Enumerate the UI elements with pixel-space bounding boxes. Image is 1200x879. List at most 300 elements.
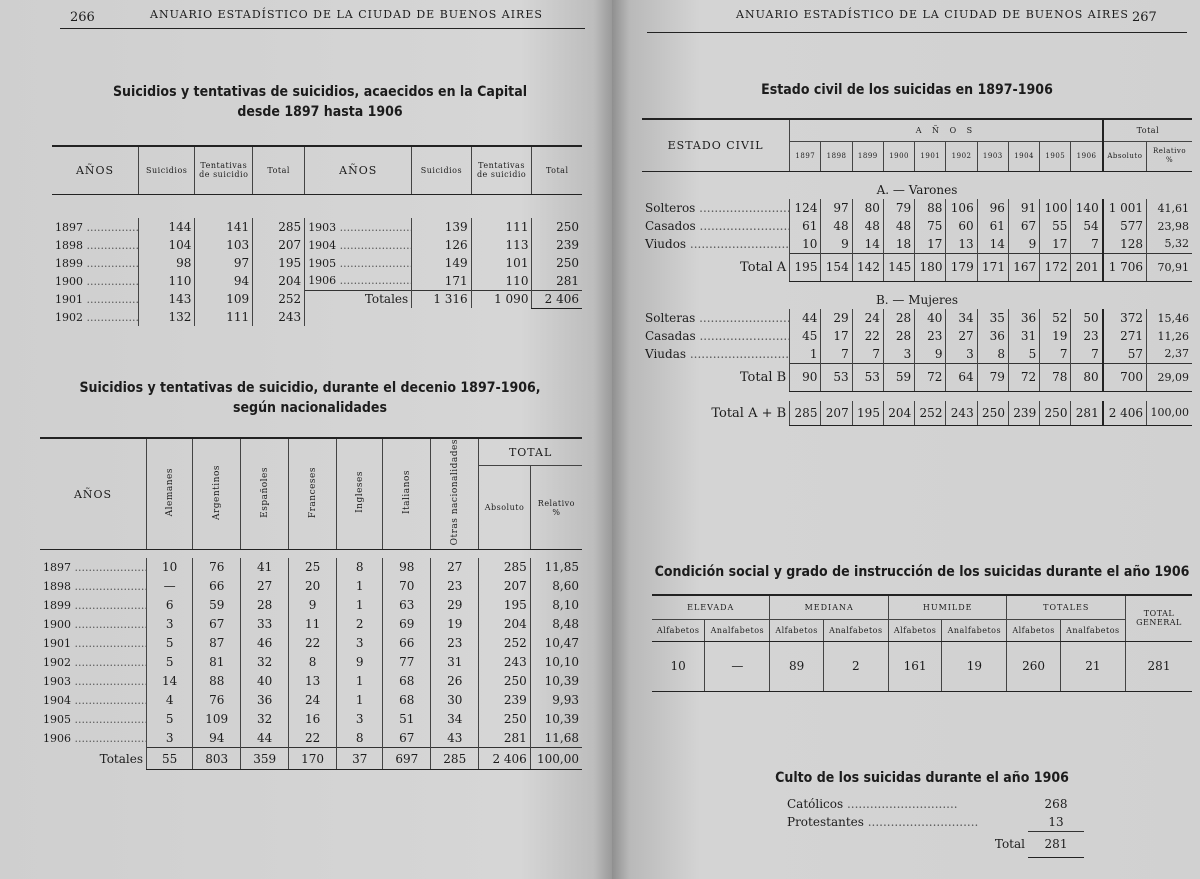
year-cell: 1902 ..... xyxy=(52,308,139,326)
value-cell: 24 xyxy=(289,691,337,710)
table-row xyxy=(40,672,582,691)
value-cell: 43 xyxy=(431,729,479,748)
absolute-cell: 250 xyxy=(479,710,531,729)
running-head-right: ANUARIO ESTADÍSTICO DE LA CIUDAD DE BUENOS AIRES xyxy=(736,8,1129,21)
grand-total-value: 204 xyxy=(883,401,914,425)
table-row xyxy=(52,308,582,326)
relative-cell: 11,85 xyxy=(530,558,582,577)
nationality-label: Otras nacionalidades xyxy=(449,439,460,546)
year-cell: 1899 ..... xyxy=(40,596,147,615)
value-cell: 66 xyxy=(193,577,241,596)
page-number-right: 267 xyxy=(1132,10,1157,25)
col-absolute: Absoluto xyxy=(479,466,531,550)
year-header: 1905 xyxy=(1040,141,1071,171)
total-cell: 252 xyxy=(253,290,305,308)
grand-total-value: 207 xyxy=(821,401,852,425)
attempts-cell: 109 xyxy=(195,290,253,308)
year-cell: 1901 ..... xyxy=(40,634,147,653)
sub-header-analfabetos: Analfabetos xyxy=(942,619,1007,641)
table-row xyxy=(652,641,1192,691)
header-row xyxy=(40,438,582,466)
header-rule xyxy=(60,28,585,29)
grand-total-value: 250 xyxy=(1040,401,1071,425)
col-total: Total xyxy=(1103,119,1192,141)
value-cell: 8 xyxy=(337,558,383,577)
grand-total-value: 239 xyxy=(1008,401,1039,425)
year-header: 1901 xyxy=(915,141,946,171)
value-cell: 106 xyxy=(946,199,977,217)
value-cell: 76 xyxy=(193,558,241,577)
value-cell: 8 xyxy=(289,653,337,672)
value-cell: 34 xyxy=(431,710,479,729)
value-cell: 88 xyxy=(915,199,946,217)
totals-value: 359 xyxy=(241,748,289,770)
suicides-cell: 143 xyxy=(139,290,195,308)
value-cell: 35 xyxy=(977,309,1008,327)
absolute-cell: 128 xyxy=(1103,235,1147,253)
value-cell: 96 xyxy=(977,199,1008,217)
value-cell: 27 xyxy=(946,327,977,345)
col-estado: ESTADO CIVIL xyxy=(642,119,790,171)
attempts-cell: 101 xyxy=(471,254,532,272)
value-cell: 13 xyxy=(946,235,977,253)
year-cell: 1905 ..... xyxy=(305,254,412,272)
year-header: 1897 xyxy=(790,141,821,171)
table1-title-line2: desde 1897 hasta 1906 xyxy=(237,104,403,120)
col-years: AÑOS xyxy=(52,146,139,194)
value-cell: 10 xyxy=(147,558,193,577)
section-heading-row xyxy=(642,171,1192,199)
table-row xyxy=(642,327,1192,345)
table2-title-line2: según nacionalidades xyxy=(233,400,387,416)
varones-heading: A. — Varones xyxy=(876,183,958,198)
totals-value: 37 xyxy=(337,748,383,770)
nationality-label: Ingleses xyxy=(354,471,365,514)
total-cell: 281 xyxy=(532,272,582,290)
table4-body xyxy=(652,595,1192,691)
sub-header-analfabetos: Analfabetos xyxy=(1060,619,1125,641)
col-relative: Relativo % xyxy=(530,466,582,550)
totals-value: 55 xyxy=(147,748,193,770)
value-cell: 89 xyxy=(770,641,823,691)
table-social-condition xyxy=(652,594,1192,692)
status-label: Casadas ..... xyxy=(642,327,790,345)
absolute-cell: 243 xyxy=(479,653,531,672)
absolute-cell: 195 xyxy=(479,596,531,615)
total-general-header: TOTAL GENERAL xyxy=(1126,595,1193,641)
grand-total-value: 243 xyxy=(946,401,977,425)
total-cell: 250 xyxy=(532,254,582,272)
value-cell: 3 xyxy=(337,710,383,729)
year-cell: 1898 ..... xyxy=(40,577,147,596)
value-cell: 9 xyxy=(821,235,852,253)
table-suicides-by-year xyxy=(52,145,582,326)
table3-body xyxy=(642,171,1192,425)
relative-cell: 10,47 xyxy=(530,634,582,653)
value-cell: 281 xyxy=(1126,641,1193,691)
status-label: Solteras ..... xyxy=(642,309,790,327)
grand-total-absolute: 2 406 xyxy=(1103,401,1147,425)
value-cell: 3 xyxy=(337,634,383,653)
section-total-value: 80 xyxy=(1071,363,1103,391)
total-cell: 207 xyxy=(253,236,305,254)
year-cell: 1904 ..... xyxy=(305,236,412,254)
value-cell: 48 xyxy=(821,217,852,235)
value-cell: 31 xyxy=(431,653,479,672)
year-cell: 1900 ..... xyxy=(52,272,139,290)
year-cell: 1897 ..... xyxy=(52,218,139,236)
grand-total-relative: 100,00 xyxy=(1147,401,1192,425)
value-cell: 31 xyxy=(1008,327,1039,345)
table2-title-line1: Suicidios y tentativas de suicidio, durante el decenio 1897-1906, xyxy=(79,380,541,396)
value-cell: 36 xyxy=(1008,309,1039,327)
col-total-b: Total xyxy=(532,146,582,194)
value-cell: 23 xyxy=(431,634,479,653)
year-cell: 1903 ..... xyxy=(305,218,412,236)
totals-relative: 100,00 xyxy=(530,748,582,770)
right-page xyxy=(612,0,1200,879)
section-total-value: 172 xyxy=(1040,253,1071,281)
col-attempts-b: Tentativas de suicidio xyxy=(471,146,532,194)
section-total-value: 171 xyxy=(977,253,1008,281)
section-total-value: 90 xyxy=(790,363,821,391)
table1-body xyxy=(52,218,582,326)
value-cell: 29 xyxy=(431,596,479,615)
section-total-value: 201 xyxy=(1071,253,1103,281)
attempts-cell: 141 xyxy=(195,218,253,236)
absolute-cell: 204 xyxy=(479,615,531,634)
attempts-cell: 113 xyxy=(471,236,532,254)
nationality-label: Italianos xyxy=(401,470,412,515)
value-cell: 1 xyxy=(337,672,383,691)
value-cell: 70 xyxy=(383,577,431,596)
value-cell: 3 xyxy=(147,729,193,748)
table-row xyxy=(642,309,1192,327)
value-cell: 3 xyxy=(147,615,193,634)
relative-cell: 8,10 xyxy=(530,596,582,615)
grand-total-row xyxy=(642,401,1192,425)
table-row xyxy=(642,345,1192,363)
table-row xyxy=(642,217,1192,235)
relative-cell: 10,39 xyxy=(530,672,582,691)
value-cell: 45 xyxy=(790,327,821,345)
value-cell: 7 xyxy=(1071,345,1103,363)
religion-total-label: Total xyxy=(994,837,1025,851)
col-years-b: AÑOS xyxy=(305,146,412,194)
value-cell: 2 xyxy=(337,615,383,634)
section-total-value: 59 xyxy=(883,363,914,391)
relative-cell: 10,39 xyxy=(530,710,582,729)
sub-header-alfabetos: Alfabetos xyxy=(770,619,823,641)
absolute-cell: 239 xyxy=(479,691,531,710)
religion-total-value: 281 xyxy=(1028,831,1084,857)
col-nationality xyxy=(241,438,289,550)
value-cell: 13 xyxy=(289,672,337,691)
value-cell: 27 xyxy=(431,558,479,577)
absolute-cell: 57 xyxy=(1103,345,1147,363)
sub-header-analfabetos: Analfabetos xyxy=(705,619,770,641)
suicides-cell: 98 xyxy=(139,254,195,272)
table-civil-status xyxy=(642,118,1192,426)
col-nationality xyxy=(289,438,337,550)
nationality-label: Franceses xyxy=(307,466,318,518)
section-total-absolute: 700 xyxy=(1103,363,1147,391)
value-cell: 67 xyxy=(193,615,241,634)
col-attempts: Tentativas de suicidio xyxy=(195,146,253,194)
year-cell: 1897 ..... xyxy=(40,558,147,577)
value-cell: 19 xyxy=(431,615,479,634)
suicides-cell: 171 xyxy=(412,272,471,290)
empty-cell xyxy=(305,308,582,326)
header-rule-right xyxy=(647,32,1187,33)
value-cell: 75 xyxy=(915,217,946,235)
table2-title xyxy=(60,378,560,418)
nationality-label: Alemanes xyxy=(164,468,175,517)
relative-cell: 2,37 xyxy=(1147,345,1192,363)
table2-body xyxy=(40,550,582,770)
col-suicides: Suicidios xyxy=(139,146,195,194)
year-cell: 1906 ..... xyxy=(40,729,147,748)
value-cell: 2 xyxy=(823,641,888,691)
table2-head xyxy=(40,438,582,550)
section-total-value: 53 xyxy=(821,363,852,391)
value-cell: 40 xyxy=(915,309,946,327)
value-cell: 10 xyxy=(652,641,705,691)
value-cell: 66 xyxy=(383,634,431,653)
status-label: Casados ..... xyxy=(642,217,790,235)
attempts-cell: 110 xyxy=(471,272,532,290)
value-cell: 50 xyxy=(1071,309,1103,327)
value-cell: 22 xyxy=(289,634,337,653)
table-row xyxy=(40,615,582,634)
section-total-row xyxy=(642,253,1192,281)
value-cell: 30 xyxy=(431,691,479,710)
relative-cell: 8,48 xyxy=(530,615,582,634)
value-cell: 63 xyxy=(383,596,431,615)
table-religion xyxy=(784,795,1084,858)
value-cell: 6 xyxy=(147,596,193,615)
section-total-value: 64 xyxy=(946,363,977,391)
table-row xyxy=(52,218,582,236)
table3-title: Estado civil de los suicidas en 1897-1906 xyxy=(761,82,1053,98)
value-cell: 17 xyxy=(1040,235,1071,253)
section-total-value: 79 xyxy=(977,363,1008,391)
value-cell: 32 xyxy=(241,710,289,729)
col-nationality xyxy=(193,438,241,550)
value-cell: 9 xyxy=(915,345,946,363)
section-total-value: 53 xyxy=(852,363,883,391)
grand-total-value: 285 xyxy=(790,401,821,425)
value-cell: 61 xyxy=(790,217,821,235)
year-header: 1902 xyxy=(946,141,977,171)
relative-cell: 5,32 xyxy=(1147,235,1192,253)
nationality-label: Argentinos xyxy=(211,464,222,520)
section-heading-row xyxy=(642,281,1192,309)
value-cell: 161 xyxy=(888,641,941,691)
year-cell: 1903 ..... xyxy=(40,672,147,691)
value-cell: 61 xyxy=(977,217,1008,235)
section-total-row xyxy=(642,363,1192,391)
group-header: MEDIANA xyxy=(770,595,888,619)
value-cell: 23 xyxy=(915,327,946,345)
value-cell: 4 xyxy=(147,691,193,710)
section-total-value: 72 xyxy=(1008,363,1039,391)
table5-body xyxy=(784,795,1084,857)
nationality-label: Españoles xyxy=(259,466,270,518)
total-cell: 239 xyxy=(532,236,582,254)
grand-total-label: Total A + B xyxy=(711,405,787,421)
value-cell: 51 xyxy=(383,710,431,729)
table-row xyxy=(784,813,1084,831)
value-cell: 7 xyxy=(1040,345,1071,363)
total-cell: 285 xyxy=(253,218,305,236)
value-cell: 34 xyxy=(946,309,977,327)
value-cell: 22 xyxy=(852,327,883,345)
sub-header-alfabetos: Alfabetos xyxy=(1007,619,1060,641)
value-cell: 140 xyxy=(1071,199,1103,217)
value-cell: 81 xyxy=(193,653,241,672)
absolute-cell: 207 xyxy=(479,577,531,596)
value-cell: 69 xyxy=(383,615,431,634)
table1-title-line1: Suicidios y tentativas de suicidios, acaecidos en la Capital xyxy=(112,84,528,100)
relative-cell: 15,46 xyxy=(1147,309,1192,327)
religion-value: 13 xyxy=(1028,813,1084,831)
value-cell: 1 xyxy=(337,596,383,615)
value-cell: 5 xyxy=(147,710,193,729)
totals-row xyxy=(784,831,1084,857)
group-header: TOTALES xyxy=(1007,595,1126,619)
value-cell: 36 xyxy=(977,327,1008,345)
relative-cell: 9,93 xyxy=(530,691,582,710)
year-cell: 1900 ..... xyxy=(40,615,147,634)
section-total-value: 179 xyxy=(946,253,977,281)
value-cell: 28 xyxy=(241,596,289,615)
value-cell: 25 xyxy=(289,558,337,577)
value-cell: 94 xyxy=(193,729,241,748)
section-total-value: 195 xyxy=(790,253,821,281)
value-cell: 1 xyxy=(790,345,821,363)
relative-cell: 23,98 xyxy=(1147,217,1192,235)
year-header: 1898 xyxy=(821,141,852,171)
value-cell: 59 xyxy=(193,596,241,615)
totals-value: 285 xyxy=(431,748,479,770)
section-total-value: 180 xyxy=(915,253,946,281)
value-cell: 68 xyxy=(383,691,431,710)
year-header: 1903 xyxy=(977,141,1008,171)
mujeres-heading: B. — Mujeres xyxy=(875,293,959,308)
section-total-absolute: 1 706 xyxy=(1103,253,1147,281)
header-row xyxy=(642,119,1192,141)
value-cell: 52 xyxy=(1040,309,1071,327)
table-row xyxy=(52,236,582,254)
year-header: 1900 xyxy=(883,141,914,171)
value-cell: 16 xyxy=(289,710,337,729)
suicides-cell: 110 xyxy=(139,272,195,290)
totals-value: 697 xyxy=(383,748,431,770)
value-cell: 76 xyxy=(193,691,241,710)
table-row xyxy=(40,577,582,596)
value-cell: 40 xyxy=(241,672,289,691)
section-total-value: 154 xyxy=(821,253,852,281)
value-cell: — xyxy=(147,577,193,596)
value-cell: 100 xyxy=(1040,199,1071,217)
value-cell: 9 xyxy=(1008,235,1039,253)
value-cell: 98 xyxy=(383,558,431,577)
table3-head xyxy=(642,119,1192,171)
table5-title: Culto de los suicidas durante el año 1906 xyxy=(775,770,1069,786)
total-cell: 204 xyxy=(253,272,305,290)
value-cell: 3 xyxy=(883,345,914,363)
table-row xyxy=(40,710,582,729)
value-cell: 48 xyxy=(883,217,914,235)
value-cell: 87 xyxy=(193,634,241,653)
value-cell: 11 xyxy=(289,615,337,634)
totals-label: Totales xyxy=(305,290,412,308)
col-nationality xyxy=(431,438,479,550)
value-cell: 22 xyxy=(289,729,337,748)
value-cell: 21 xyxy=(1060,641,1125,691)
value-cell: 28 xyxy=(883,327,914,345)
absolute-cell: 252 xyxy=(479,634,531,653)
value-cell: 79 xyxy=(883,199,914,217)
value-cell: 109 xyxy=(193,710,241,729)
totals-attempts: 1 090 xyxy=(471,290,532,308)
value-cell: 18 xyxy=(883,235,914,253)
header-row xyxy=(652,619,1192,641)
value-cell: 10 xyxy=(790,235,821,253)
grand-total-value: 252 xyxy=(915,401,946,425)
relative-cell: 11,68 xyxy=(530,729,582,748)
col-total: TOTAL xyxy=(479,438,582,466)
value-cell: 1 xyxy=(337,577,383,596)
grand-total-value: 195 xyxy=(852,401,883,425)
col-nationality xyxy=(383,438,431,550)
value-cell: 3 xyxy=(946,345,977,363)
value-cell: 17 xyxy=(915,235,946,253)
value-cell: 19 xyxy=(1040,327,1071,345)
absolute-cell: 577 xyxy=(1103,217,1147,235)
table-row xyxy=(40,729,582,748)
year-cell: 1904 ..... xyxy=(40,691,147,710)
value-cell: 8 xyxy=(977,345,1008,363)
absolute-cell: 285 xyxy=(479,558,531,577)
value-cell: 7 xyxy=(821,345,852,363)
total-cell: 243 xyxy=(253,308,305,326)
year-cell: 1899 ..... xyxy=(52,254,139,272)
value-cell: 55 xyxy=(1040,217,1071,235)
value-cell: 97 xyxy=(821,199,852,217)
value-cell: 14 xyxy=(147,672,193,691)
value-cell: — xyxy=(705,641,770,691)
value-cell: 48 xyxy=(852,217,883,235)
attempts-cell: 111 xyxy=(471,218,532,236)
year-cell: 1902 ..... xyxy=(40,653,147,672)
value-cell: 60 xyxy=(946,217,977,235)
value-cell: 44 xyxy=(241,729,289,748)
sub-header-alfabetos: Alfabetos xyxy=(652,619,705,641)
value-cell: 5 xyxy=(147,634,193,653)
group-header: ELEVADA xyxy=(652,595,770,619)
table-row xyxy=(642,235,1192,253)
value-cell: 7 xyxy=(1071,235,1103,253)
religion-label: Protestantes ..... xyxy=(784,813,1028,831)
header-row xyxy=(652,595,1192,619)
value-cell: 41 xyxy=(241,558,289,577)
value-cell: 1 xyxy=(337,691,383,710)
value-cell: 46 xyxy=(241,634,289,653)
value-cell: 33 xyxy=(241,615,289,634)
value-cell: 24 xyxy=(852,309,883,327)
